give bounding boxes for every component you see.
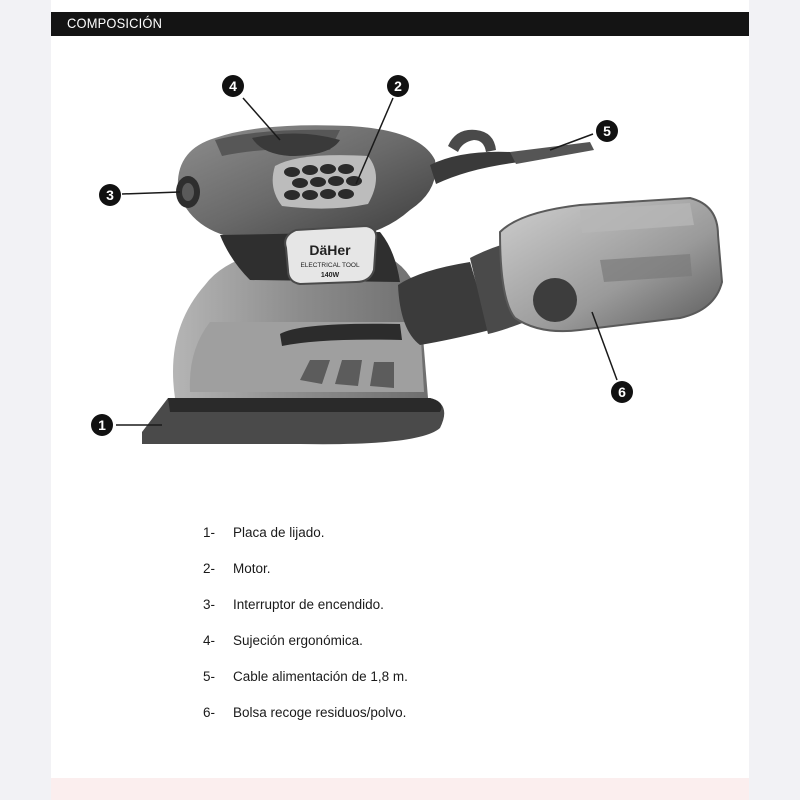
brand-subtitle: ELECTRICAL TOOL xyxy=(300,262,360,269)
callout-6-number: 6 xyxy=(618,384,626,400)
callout-5-number: 5 xyxy=(603,123,611,139)
power-cord xyxy=(430,130,594,184)
callout-2 xyxy=(387,75,409,97)
part-number: 6- xyxy=(203,705,216,720)
part-number: 2- xyxy=(203,561,216,576)
brand-name: DäHer xyxy=(309,242,351,258)
part-label: Motor. xyxy=(233,561,271,576)
part-number: 5- xyxy=(203,669,216,684)
callout-3-number: 3 xyxy=(106,187,114,203)
callout-1-number: 1 xyxy=(98,417,106,433)
brand-badge xyxy=(285,226,376,284)
callout-2-number: 2 xyxy=(394,78,402,94)
callout-3 xyxy=(99,184,121,206)
callout-4 xyxy=(222,75,244,97)
power-rating: 140W xyxy=(320,272,340,279)
sanding-plate xyxy=(142,398,444,444)
footer-band xyxy=(51,778,749,800)
callout-6 xyxy=(611,381,633,403)
part-number: 3- xyxy=(203,597,216,612)
part-number: 1- xyxy=(203,525,216,540)
section-title: COMPOSICIÓN xyxy=(67,15,163,31)
part-number: 4- xyxy=(203,633,216,648)
callout-4-number: 4 xyxy=(229,78,237,94)
callout-5 xyxy=(596,120,618,142)
part-label: Cable alimentación de 1,8 m. xyxy=(233,669,408,684)
part-label: Interruptor de encendido. xyxy=(233,597,384,612)
part-label: Sujeción ergonómica. xyxy=(233,633,363,648)
dust-bag xyxy=(398,198,722,345)
part-label: Placa de lijado. xyxy=(233,525,325,540)
callout-1 xyxy=(91,414,113,436)
part-label: Bolsa recoge residuos/polvo. xyxy=(233,705,407,720)
